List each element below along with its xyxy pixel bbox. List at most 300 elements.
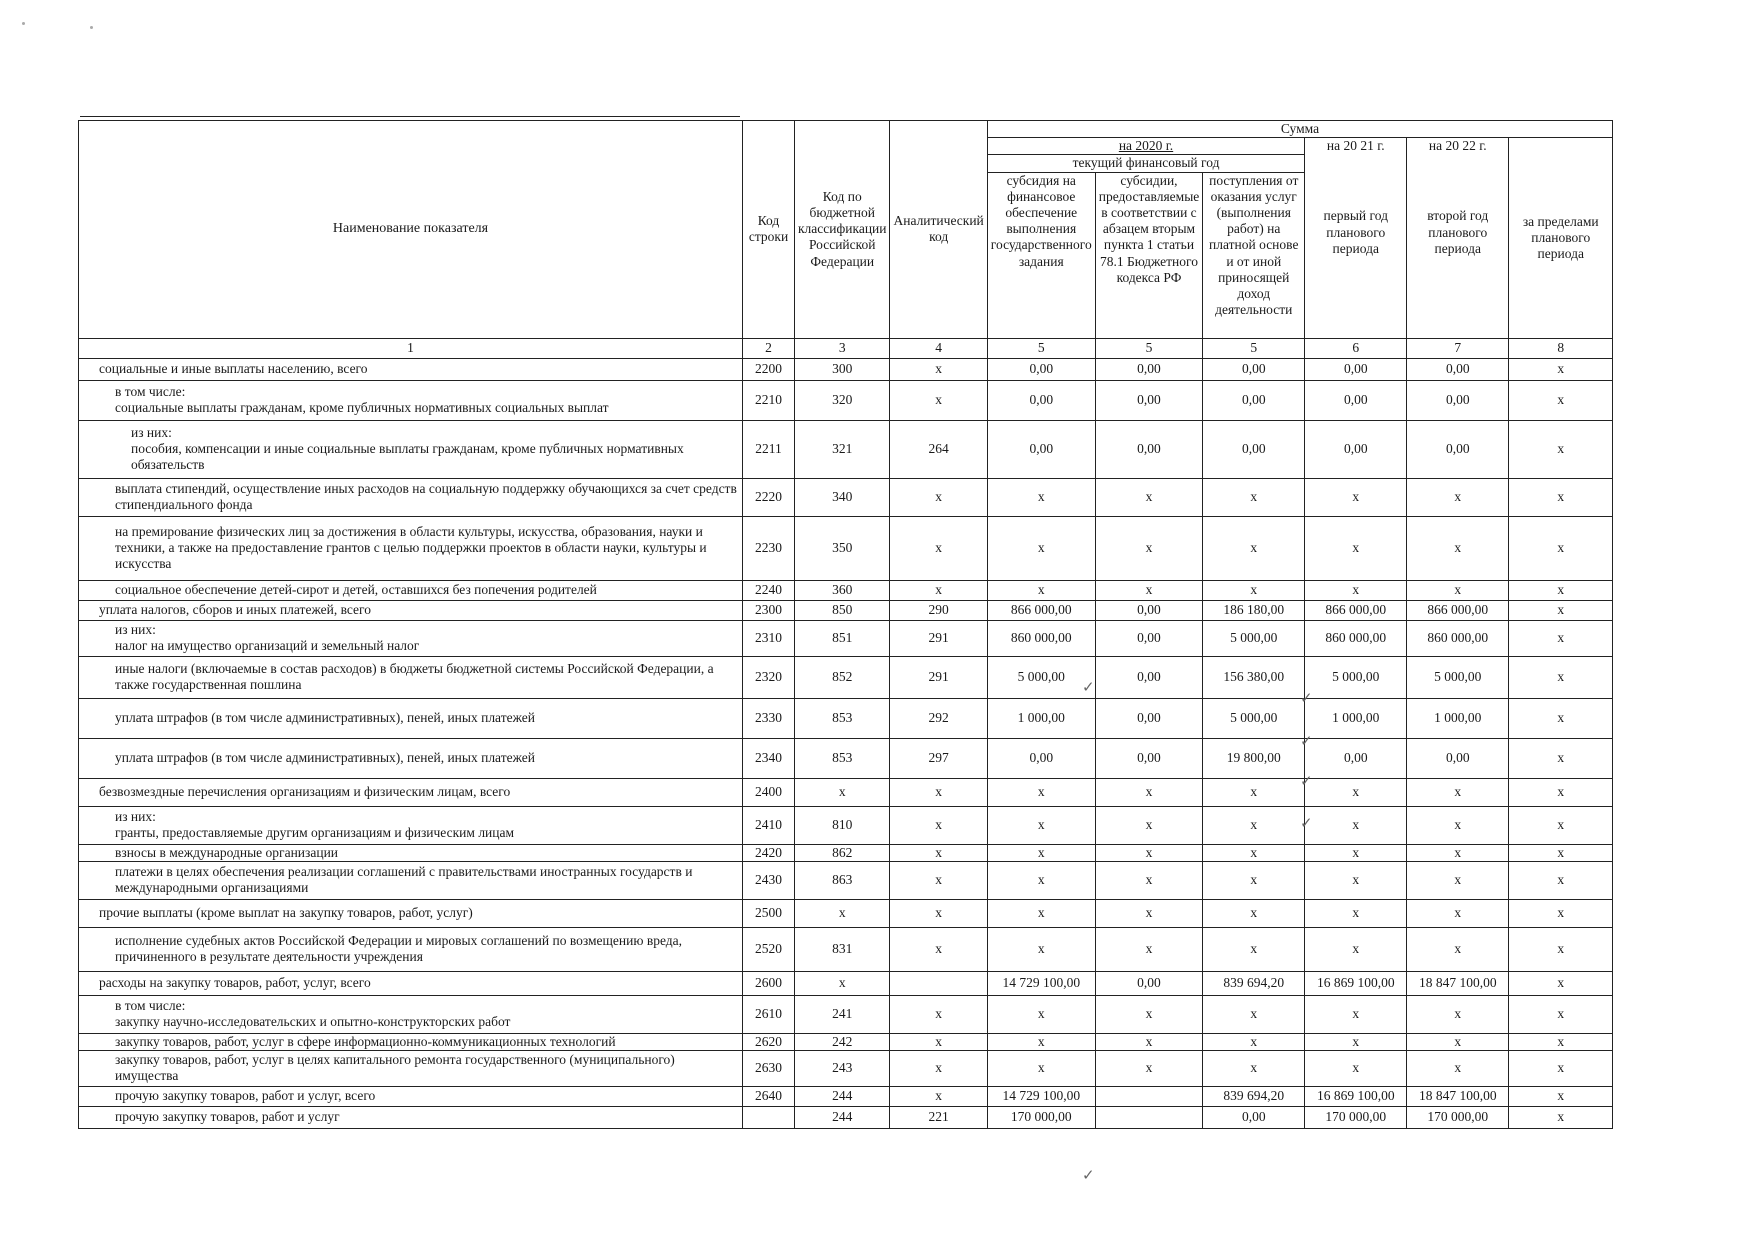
cell-s7: x: [1407, 995, 1509, 1033]
col-header-5b: субсидии, предоставляемые в соответствии с абзацем вторым пункта 1 статьи 78.1 Бюджетного кодекса РФ: [1095, 172, 1203, 338]
scan-speck: [90, 26, 93, 29]
cell-s5a: 14 729 100,00: [987, 1086, 1095, 1106]
checkmark-icon: ✓: [1300, 814, 1313, 832]
row-name-cell: [79, 1033, 743, 1050]
cell-s5b: [1095, 1106, 1203, 1128]
cell-s7: 18 847 100,00: [1407, 971, 1509, 995]
cell-s7: 5 000,00: [1407, 656, 1509, 698]
cell-code: 2211: [743, 420, 795, 478]
row-name-cell: [79, 806, 743, 844]
cell-s7: x: [1407, 899, 1509, 927]
cell-code: 2320: [743, 656, 795, 698]
row-name-cell: [79, 995, 743, 1033]
cell-s5c: 0,00: [1203, 1106, 1305, 1128]
row-name-cell: [79, 861, 743, 899]
cell-s6: 5 000,00: [1305, 656, 1407, 698]
cell-s8: x: [1509, 380, 1613, 420]
cell-s8: x: [1509, 1050, 1613, 1086]
cell-kbk: 350: [795, 516, 890, 580]
cell-s6: x: [1305, 861, 1407, 899]
col-num-8: 8: [1509, 338, 1613, 358]
cell-an: x: [890, 844, 987, 861]
row-prefix: из них:: [115, 621, 156, 637]
cell-code: 2430: [743, 861, 795, 899]
row-name-cell: [79, 899, 743, 927]
cell-an: x: [890, 1086, 987, 1106]
cell-s5c: 5 000,00: [1203, 620, 1305, 656]
year-2022-label: на 20 22 г.: [1428, 138, 1487, 154]
cell-s7: x: [1407, 516, 1509, 580]
cell-s8: x: [1509, 861, 1613, 899]
col-header-current-year: текущий финансовый год: [987, 155, 1304, 172]
cell-s5b: 0,00: [1095, 420, 1203, 478]
cell-kbk: 300: [795, 358, 890, 380]
cell-kbk: 863: [795, 861, 890, 899]
cell-s5c: x: [1203, 927, 1305, 971]
row-name: иные налоги (включаемые в состав расходов) в бюджеты бюджетной системы Российской Федерации, а также государственная пошлина: [115, 660, 714, 693]
checkmark-icon: ✓: [1300, 772, 1313, 790]
cell-an: x: [890, 380, 987, 420]
cell-an: x: [890, 580, 987, 600]
row-prefix: из них:: [131, 424, 172, 440]
row-name-cell: [79, 1086, 743, 1106]
cell-an: 291: [890, 656, 987, 698]
cell-s5b: x: [1095, 516, 1203, 580]
col-header-sum: Сумма: [987, 121, 1612, 138]
table-row: [79, 1086, 1613, 1106]
row-name: исполнение судебных актов Российской Федерации и мировых соглашений по возмещению вреда, причиненного в результате деятельности учреждения: [115, 933, 682, 965]
cell-s5b: x: [1095, 1050, 1203, 1086]
table-body: [79, 358, 1613, 1128]
cell-s5b: 0,00: [1095, 380, 1203, 420]
cell-s5b: 0,00: [1095, 656, 1203, 698]
cell-s5c: 0,00: [1203, 420, 1305, 478]
cell-an: 221: [890, 1106, 987, 1128]
cell-s5b: 0,00: [1095, 971, 1203, 995]
cell-s7: x: [1407, 580, 1509, 600]
cell-s7: 170 000,00: [1407, 1106, 1509, 1128]
cell-s8: x: [1509, 516, 1613, 580]
cell-s6: 860 000,00: [1305, 620, 1407, 656]
cell-kbk: 851: [795, 620, 890, 656]
cell-s5c: 156 380,00: [1203, 656, 1305, 698]
cell-s5a: 170 000,00: [987, 1106, 1095, 1128]
scan-speck: [22, 22, 25, 25]
row-name-cell: [79, 358, 743, 380]
table-row: [79, 995, 1613, 1033]
row-name: прочие выплаты (кроме выплат на закупку товаров, работ, услуг): [99, 905, 473, 921]
cell-s5b: x: [1095, 806, 1203, 844]
cell-kbk: 244: [795, 1086, 890, 1106]
cell-s5a: 860 000,00: [987, 620, 1095, 656]
cell-s8: x: [1509, 1086, 1613, 1106]
cell-s8: x: [1509, 1106, 1613, 1128]
cell-an: x: [890, 478, 987, 516]
checkmark-icon: ✓: [1300, 732, 1313, 750]
cell-an: 264: [890, 420, 987, 478]
cell-code: 2240: [743, 580, 795, 600]
cell-s5b: x: [1095, 927, 1203, 971]
cell-kbk: x: [795, 899, 890, 927]
cell-s5a: 1 000,00: [987, 698, 1095, 738]
cell-s6: x: [1305, 844, 1407, 861]
col-num-4: 4: [890, 338, 987, 358]
cell-code: 2230: [743, 516, 795, 580]
cell-s5c: x: [1203, 778, 1305, 806]
cell-code: 2630: [743, 1050, 795, 1086]
row-name-cell: [79, 478, 743, 516]
cell-code: 2300: [743, 600, 795, 620]
cell-s7: x: [1407, 927, 1509, 971]
checkmark-icon: ✓: [1300, 689, 1313, 707]
col-header-analytic: Аналитический код: [890, 121, 987, 339]
cell-code: 2520: [743, 927, 795, 971]
cell-s8: x: [1509, 420, 1613, 478]
cell-an: 291: [890, 620, 987, 656]
cell-kbk: 321: [795, 420, 890, 478]
cell-an: x: [890, 358, 987, 380]
cell-s5b: x: [1095, 778, 1203, 806]
cell-s5b: x: [1095, 478, 1203, 516]
cell-s5c: 186 180,00: [1203, 600, 1305, 620]
table-row: [79, 778, 1613, 806]
row-name: платежи в целях обеспечения реализации соглашений с правительствами иностранных государств и международными организациями: [115, 864, 693, 896]
row-name: закупку товаров, работ, услуг в целях капитального ремонта государственного (муниципального) имущества: [115, 1052, 675, 1084]
cell-s5b: 0,00: [1095, 738, 1203, 778]
cell-s8: x: [1509, 995, 1613, 1033]
table-row: [79, 516, 1613, 580]
cell-s6: 0,00: [1305, 380, 1407, 420]
cell-s5c: x: [1203, 844, 1305, 861]
cell-s7: 0,00: [1407, 738, 1509, 778]
cell-s5a: x: [987, 995, 1095, 1033]
col-num-6: 6: [1305, 338, 1407, 358]
cell-s5a: 5 000,00: [987, 656, 1095, 698]
top-rule: [80, 116, 740, 117]
cell-an: [890, 971, 987, 995]
cell-s7: x: [1407, 778, 1509, 806]
row-name-cell: [79, 420, 743, 478]
cell-s5b: x: [1095, 580, 1203, 600]
cell-code: 2610: [743, 995, 795, 1033]
cell-s5a: 0,00: [987, 380, 1095, 420]
col-header-code: Код строки: [743, 121, 795, 339]
cell-code: 2220: [743, 478, 795, 516]
cell-s5a: x: [987, 927, 1095, 971]
cell-s6: x: [1305, 580, 1407, 600]
cell-s5b: x: [1095, 844, 1203, 861]
cell-s6: 0,00: [1305, 358, 1407, 380]
cell-s7: 0,00: [1407, 358, 1509, 380]
col-num-5c: 5: [1203, 338, 1305, 358]
cell-an: x: [890, 927, 987, 971]
cell-kbk: 862: [795, 844, 890, 861]
cell-s8: x: [1509, 1033, 1613, 1050]
table-row: [79, 927, 1613, 971]
cell-s5c: x: [1203, 806, 1305, 844]
cell-s5c: 5 000,00: [1203, 698, 1305, 738]
cell-code: 2640: [743, 1086, 795, 1106]
cell-s5c: 839 694,20: [1203, 1086, 1305, 1106]
cell-s5b: 0,00: [1095, 620, 1203, 656]
row-name-cell: [79, 600, 743, 620]
cell-s5c: x: [1203, 899, 1305, 927]
cell-s5a: x: [987, 580, 1095, 600]
table-row: [79, 380, 1613, 420]
col-header-5c: поступления от оказания услуг (выполнения работ) на платной основе и от иной приносящей доход деятельности: [1203, 172, 1305, 338]
row-name: прочую закупку товаров, работ и услуг: [115, 1109, 340, 1125]
expense-plan-table: [78, 120, 1613, 1129]
table-row: [79, 844, 1613, 861]
cell-s5a: x: [987, 844, 1095, 861]
cell-an: 290: [890, 600, 987, 620]
table-row: [79, 580, 1613, 600]
cell-s7: 860 000,00: [1407, 620, 1509, 656]
row-name-cell: [79, 971, 743, 995]
cell-code: 2340: [743, 738, 795, 778]
cell-s5c: 0,00: [1203, 380, 1305, 420]
row-prefix: из них:: [115, 808, 156, 824]
cell-code: 2620: [743, 1033, 795, 1050]
cell-s6: 170 000,00: [1305, 1106, 1407, 1128]
cell-code: 2310: [743, 620, 795, 656]
cell-kbk: 360: [795, 580, 890, 600]
cell-s5a: x: [987, 516, 1095, 580]
row-name-cell: [79, 738, 743, 778]
cell-code: 2420: [743, 844, 795, 861]
cell-an: 292: [890, 698, 987, 738]
table-row: [79, 738, 1613, 778]
row-name: уплата налогов, сборов и иных платежей, всего: [99, 601, 371, 617]
cell-s5a: 14 729 100,00: [987, 971, 1095, 995]
col-num-3: 3: [795, 338, 890, 358]
cell-s7: x: [1407, 1033, 1509, 1050]
cell-code: 2410: [743, 806, 795, 844]
cell-s5b: 0,00: [1095, 698, 1203, 738]
row-name: пособия, компенсации и иные социальные выплаты гражданам, кроме публичных нормативных обязательств: [131, 440, 684, 473]
cell-s5a: x: [987, 806, 1095, 844]
cell-s5b: [1095, 1086, 1203, 1106]
cell-an: x: [890, 778, 987, 806]
cell-s6: 0,00: [1305, 738, 1407, 778]
row-name: расходы на закупку товаров, работ, услуг, всего: [99, 975, 371, 991]
row-name-cell: [79, 778, 743, 806]
cell-an: x: [890, 861, 987, 899]
table-row: [79, 478, 1613, 516]
cell-s5c: x: [1203, 861, 1305, 899]
cell-s5c: x: [1203, 1033, 1305, 1050]
cell-s5a: x: [987, 1050, 1095, 1086]
cell-s8: x: [1509, 778, 1613, 806]
row-name: налог на имущество организаций и земельный налог: [115, 638, 420, 654]
table-row: [79, 620, 1613, 656]
cell-s8: x: [1509, 698, 1613, 738]
cell-kbk: 853: [795, 698, 890, 738]
cell-s8: x: [1509, 358, 1613, 380]
row-name: на премирование физических лиц за достижения в области культуры, искусства, образования, науки и техники, а также на предоставление грантов с целью поддержки проектов в области науки, культуры и искусства: [115, 523, 707, 572]
cell-s8: x: [1509, 806, 1613, 844]
cell-s6: x: [1305, 995, 1407, 1033]
cell-s8: x: [1509, 478, 1613, 516]
cell-s6: x: [1305, 1050, 1407, 1086]
cell-kbk: 243: [795, 1050, 890, 1086]
year-2021-label: на 20 21 г.: [1326, 138, 1385, 154]
table-row: [79, 698, 1613, 738]
cell-code: [743, 1106, 795, 1128]
table-row: [79, 1106, 1613, 1128]
table-row: [79, 899, 1613, 927]
col-num-2: 2: [743, 338, 795, 358]
cell-s5c: 839 694,20: [1203, 971, 1305, 995]
cell-s6: 16 869 100,00: [1305, 971, 1407, 995]
cell-s8: x: [1509, 600, 1613, 620]
cell-code: 2500: [743, 899, 795, 927]
table-row: [79, 420, 1613, 478]
col-header-name: Наименование показателя: [79, 121, 743, 339]
col-num-5a: 5: [987, 338, 1095, 358]
cell-s6: 866 000,00: [1305, 600, 1407, 620]
cell-an: x: [890, 806, 987, 844]
cell-s7: 0,00: [1407, 420, 1509, 478]
row-name: взносы в международные организации: [115, 844, 339, 860]
col-header-8: за пределами планового периода: [1509, 138, 1613, 338]
cell-kbk: 810: [795, 806, 890, 844]
cell-s6: x: [1305, 1033, 1407, 1050]
table-row: [79, 358, 1613, 380]
cell-s5a: 0,00: [987, 738, 1095, 778]
cell-s7: 18 847 100,00: [1407, 1086, 1509, 1106]
row-name: социальное обеспечение детей-сирот и детей, оставшихся без попечения родителей: [115, 581, 597, 597]
cell-s5a: 0,00: [987, 358, 1095, 380]
cell-s7: x: [1407, 844, 1509, 861]
col-header-year-2021: [1305, 138, 1407, 338]
cell-s5b: x: [1095, 1033, 1203, 1050]
cell-s5b: x: [1095, 899, 1203, 927]
cell-kbk: 831: [795, 927, 890, 971]
cell-code: 2400: [743, 778, 795, 806]
cell-s5b: x: [1095, 861, 1203, 899]
cell-s5c: x: [1203, 995, 1305, 1033]
cell-s6: 0,00: [1305, 420, 1407, 478]
cell-s7: x: [1407, 861, 1509, 899]
cell-s5a: x: [987, 861, 1095, 899]
cell-kbk: 852: [795, 656, 890, 698]
cell-s5c: 0,00: [1203, 358, 1305, 380]
cell-s8: x: [1509, 656, 1613, 698]
row-name: гранты, предоставляемые другим организациям и физическим лицам: [115, 825, 515, 841]
cell-kbk: 853: [795, 738, 890, 778]
cell-s7: 1 000,00: [1407, 698, 1509, 738]
row-name: уплата штрафов (в том числе административных), пеней, иных платежей: [115, 709, 535, 725]
row-name: социальные и иные выплаты населению, всего: [99, 360, 368, 376]
cell-s6: x: [1305, 899, 1407, 927]
row-prefix: в том числе:: [115, 998, 186, 1014]
col-num-7: 7: [1407, 338, 1509, 358]
col-header-7-text: второй год планового периода: [1427, 208, 1489, 256]
cell-s5c: x: [1203, 580, 1305, 600]
column-numbers-row: [79, 338, 1613, 358]
row-name: безвозмездные перечисления организациям и физическим лицам, всего: [99, 783, 511, 799]
cell-s6: x: [1305, 927, 1407, 971]
row-name: закупку товаров, работ, услуг в сфере информационно-коммуникационных технологий: [115, 1033, 616, 1049]
cell-s6: x: [1305, 478, 1407, 516]
table-row: [79, 861, 1613, 899]
row-name-cell: [79, 844, 743, 861]
cell-an: x: [890, 1033, 987, 1050]
cell-kbk: 241: [795, 995, 890, 1033]
cell-s6: x: [1305, 516, 1407, 580]
cell-s5c: x: [1203, 478, 1305, 516]
row-name-cell: [79, 1106, 743, 1128]
cell-code: 2200: [743, 358, 795, 380]
col-header-year-2022: [1407, 138, 1509, 338]
checkmark-icon: ✓: [1082, 678, 1095, 696]
cell-s5a: 0,00: [987, 420, 1095, 478]
table-row: [79, 600, 1613, 620]
col-num-1: 1: [79, 338, 743, 358]
cell-kbk: 850: [795, 600, 890, 620]
cell-code: 2330: [743, 698, 795, 738]
cell-s7: x: [1407, 806, 1509, 844]
cell-kbk: 320: [795, 380, 890, 420]
cell-s5b: 0,00: [1095, 600, 1203, 620]
row-name: социальные выплаты гражданам, кроме публичных нормативных социальных выплат: [115, 400, 609, 416]
cell-s8: x: [1509, 738, 1613, 778]
row-name-cell: [79, 580, 743, 600]
col-num-5b: 5: [1095, 338, 1203, 358]
row-prefix: в том числе:: [115, 383, 186, 399]
cell-s8: x: [1509, 620, 1613, 656]
cell-kbk: 242: [795, 1033, 890, 1050]
cell-kbk: 244: [795, 1106, 890, 1128]
row-name: прочую закупку товаров, работ и услуг, всего: [115, 1088, 376, 1104]
cell-s7: 0,00: [1407, 380, 1509, 420]
col-header-6-text: первый год планового периода: [1323, 208, 1388, 256]
row-name-cell: [79, 380, 743, 420]
cell-s5a: x: [987, 778, 1095, 806]
cell-kbk: 340: [795, 478, 890, 516]
cell-s7: x: [1407, 478, 1509, 516]
cell-kbk: x: [795, 971, 890, 995]
cell-s6: 16 869 100,00: [1305, 1086, 1407, 1106]
cell-s8: x: [1509, 899, 1613, 927]
row-name: закупку научно-исследовательских и опытно-конструкторских работ: [115, 1014, 511, 1030]
cell-an: x: [890, 516, 987, 580]
row-name-cell: [79, 620, 743, 656]
cell-s5c: x: [1203, 516, 1305, 580]
table-row: [79, 1050, 1613, 1086]
table-row: [79, 1033, 1613, 1050]
cell-s6: x: [1305, 778, 1407, 806]
cell-s7: x: [1407, 1050, 1509, 1086]
cell-s8: x: [1509, 580, 1613, 600]
cell-s5c: x: [1203, 1050, 1305, 1086]
cell-s8: x: [1509, 927, 1613, 971]
col-header-year-2020: на 2020 г.: [987, 138, 1304, 155]
table-row: [79, 806, 1613, 844]
cell-s6: 1 000,00: [1305, 698, 1407, 738]
row-name: уплата штрафов (в том числе административных), пеней, иных платежей: [115, 749, 535, 765]
col-header-5a: субсидия на финансовое обеспечение выполнения государственного задания: [987, 172, 1095, 338]
cell-s8: x: [1509, 971, 1613, 995]
table-row: [79, 971, 1613, 995]
cell-s6: x: [1305, 806, 1407, 844]
cell-s5a: 866 000,00: [987, 600, 1095, 620]
cell-s5a: x: [987, 899, 1095, 927]
cell-code: 2600: [743, 971, 795, 995]
cell-an: 297: [890, 738, 987, 778]
row-name-cell: [79, 1050, 743, 1086]
